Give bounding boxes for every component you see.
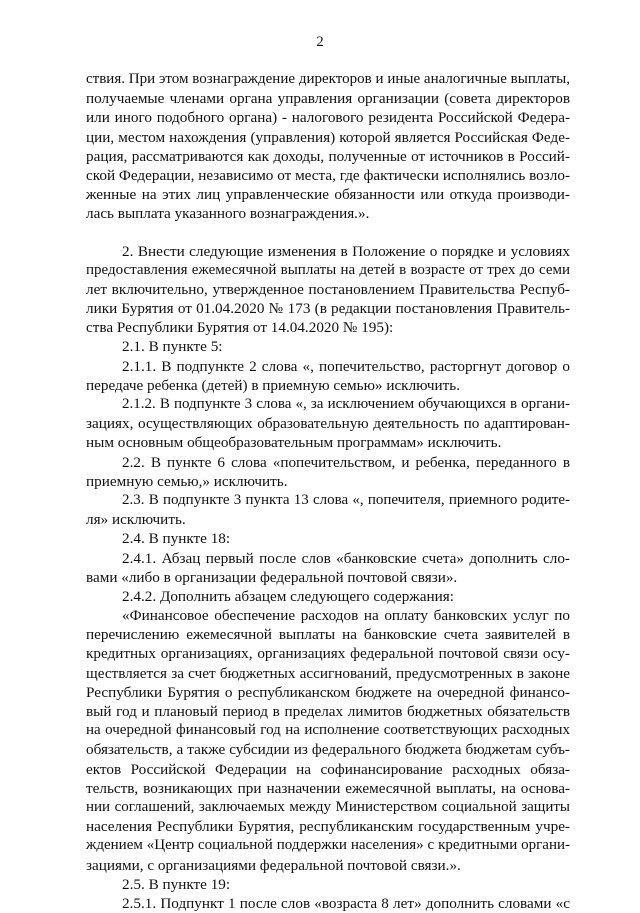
text-line: зациями, с организациями федеральной почтовой связи.». <box>86 856 461 874</box>
text-line: лики Бурятия от 01.04.2020 № 173 (в редакции постановления Правитель- <box>86 300 570 318</box>
text-line: женные на этих лиц управленческие обязанности или откуда производи- <box>86 186 570 204</box>
text-line: 2. Внести следующие изменения в Положение о порядке и условиях <box>122 242 570 260</box>
text-line: передаче ребенка (детей) в приемную семью» исключить. <box>86 376 461 394</box>
text-line: ства Республики Бурятия от 14.04.2020 № 195): <box>86 319 394 337</box>
paragraph-item-2-5-1 <box>86 894 570 913</box>
page-number: 2 <box>316 34 324 50</box>
text-line: Республики Бурятия о республиканском бюджете на очередной финансо- <box>86 683 570 701</box>
text-line: получаемые членами органа управления организации (совета директоров <box>86 90 570 108</box>
text-line: 2.5.1. Подпункт 1 после слов «возраста 8 лет» дополнить словами «с <box>122 894 570 912</box>
paragraph-quoted-text <box>86 606 570 875</box>
text-line: ществляется за счет бюджетных ассигнований, предусмотренных в законе <box>86 664 570 682</box>
text-line: 2.4.1. Абзац первый после слов «банковские счета» дополнить сло- <box>122 549 570 567</box>
text-line: нии соглашений, заключаемых между Министерством социальной защиты <box>86 798 570 815</box>
text-line: 2.4.2. Дополнить абзацем следующего содержания: <box>122 587 454 605</box>
text-line: вый год и плановый период в пределах лимитов бюджетных обязательств <box>86 703 570 720</box>
paragraph-gap <box>86 224 570 242</box>
text-line: или иного подобного органа) - налогового резидента Российской Федера- <box>86 109 570 127</box>
text-line: вами «либо в организации федеральной почтовой связи». <box>86 568 458 586</box>
paragraph-item-2-1-1 <box>86 357 570 395</box>
text-line: перечислению ежемесячной выплаты на банковские счета заявителей в <box>86 626 570 644</box>
document-body <box>86 70 570 913</box>
paragraph-item-2-1-2 <box>86 395 570 453</box>
text-line: 2.1.2. В подпункте 3 слова «, за исключением обучающихся в органи- <box>122 396 570 412</box>
text-line: лась выплата указанного вознаграждения.». <box>86 205 370 223</box>
text-line: 2.1. В пункте 5: <box>122 338 223 356</box>
paragraph-item-2-5 <box>86 875 570 894</box>
text-line: ской Федерации, независимо от места, где фактически исполнялись возло- <box>86 166 570 184</box>
text-line: приемную семью,» исключить. <box>86 472 288 490</box>
paragraph-tax-residency <box>86 70 570 224</box>
text-line: предоставления ежемесячной выплаты на детей в возрасте от трех до семи <box>86 261 570 278</box>
text-line: 2.1.1. В подпункте 2 слова «, попечительство, расторгнут договор о <box>122 357 570 375</box>
paragraph-item-2-4 <box>86 529 570 548</box>
text-line: 2.3. В подпункте 3 пункта 13 слова «, попечителя, приемного родите- <box>122 491 570 508</box>
text-line: зациях, осуществляющих образовательную деятельность по адаптирован- <box>86 415 570 433</box>
text-line: ектов Российской Федерации на софинансирование расходных обяза- <box>86 760 570 778</box>
text-line: лет включительно, утвержденное постановлением Правительства Респуб- <box>86 280 570 298</box>
text-line: ля» исключить. <box>86 511 186 529</box>
text-line: кредитных организациях, организациях федеральной почтовой связи осу- <box>86 645 570 663</box>
text-line: 2.5. В пункте 19: <box>122 875 231 893</box>
text-line: рация, рассматриваются как доходы, полученные от источников в Россий- <box>86 147 570 165</box>
text-line: тельств, возникающих при назначении ежемесячной выплаты, на основа- <box>86 779 570 797</box>
text-line: на очередной финансовый год на исполнение соответствующих расходных <box>86 722 570 739</box>
paragraph-item-2-2 <box>86 453 570 491</box>
text-line: 2.4. В пункте 18: <box>122 530 231 548</box>
text-line: 2.2. В пункте 6 слова «попечительством, и ребенка, переданного в <box>122 453 570 471</box>
text-line: обязательств, а также субсидии из федерального бюджета бюджетам субъ- <box>86 741 570 759</box>
paragraph-item-2-4-1 <box>86 549 570 587</box>
paragraph-item-2 <box>86 242 570 338</box>
text-line: ствия. При этом вознаграждение директоров и иные аналогичные выплаты, <box>86 71 570 87</box>
paragraph-item-2-4-2 <box>86 587 570 606</box>
text-line: населения Республики Бурятия, республиканским государственным учре- <box>86 818 570 836</box>
text-line: ждением «Центр социальной поддержки населения» с кредитными органи- <box>86 837 570 854</box>
paragraph-item-2-1 <box>86 337 570 356</box>
text-line: «Финансовое обеспечение расходов на оплату банковских услуг по <box>122 607 570 625</box>
text-line: ным основным общеобразовательным программам» исключить. <box>86 434 502 452</box>
paragraph-item-2-3 <box>86 491 570 529</box>
text-line: ции, местом нахождения (управления) которой является Российская Феде- <box>86 128 570 146</box>
